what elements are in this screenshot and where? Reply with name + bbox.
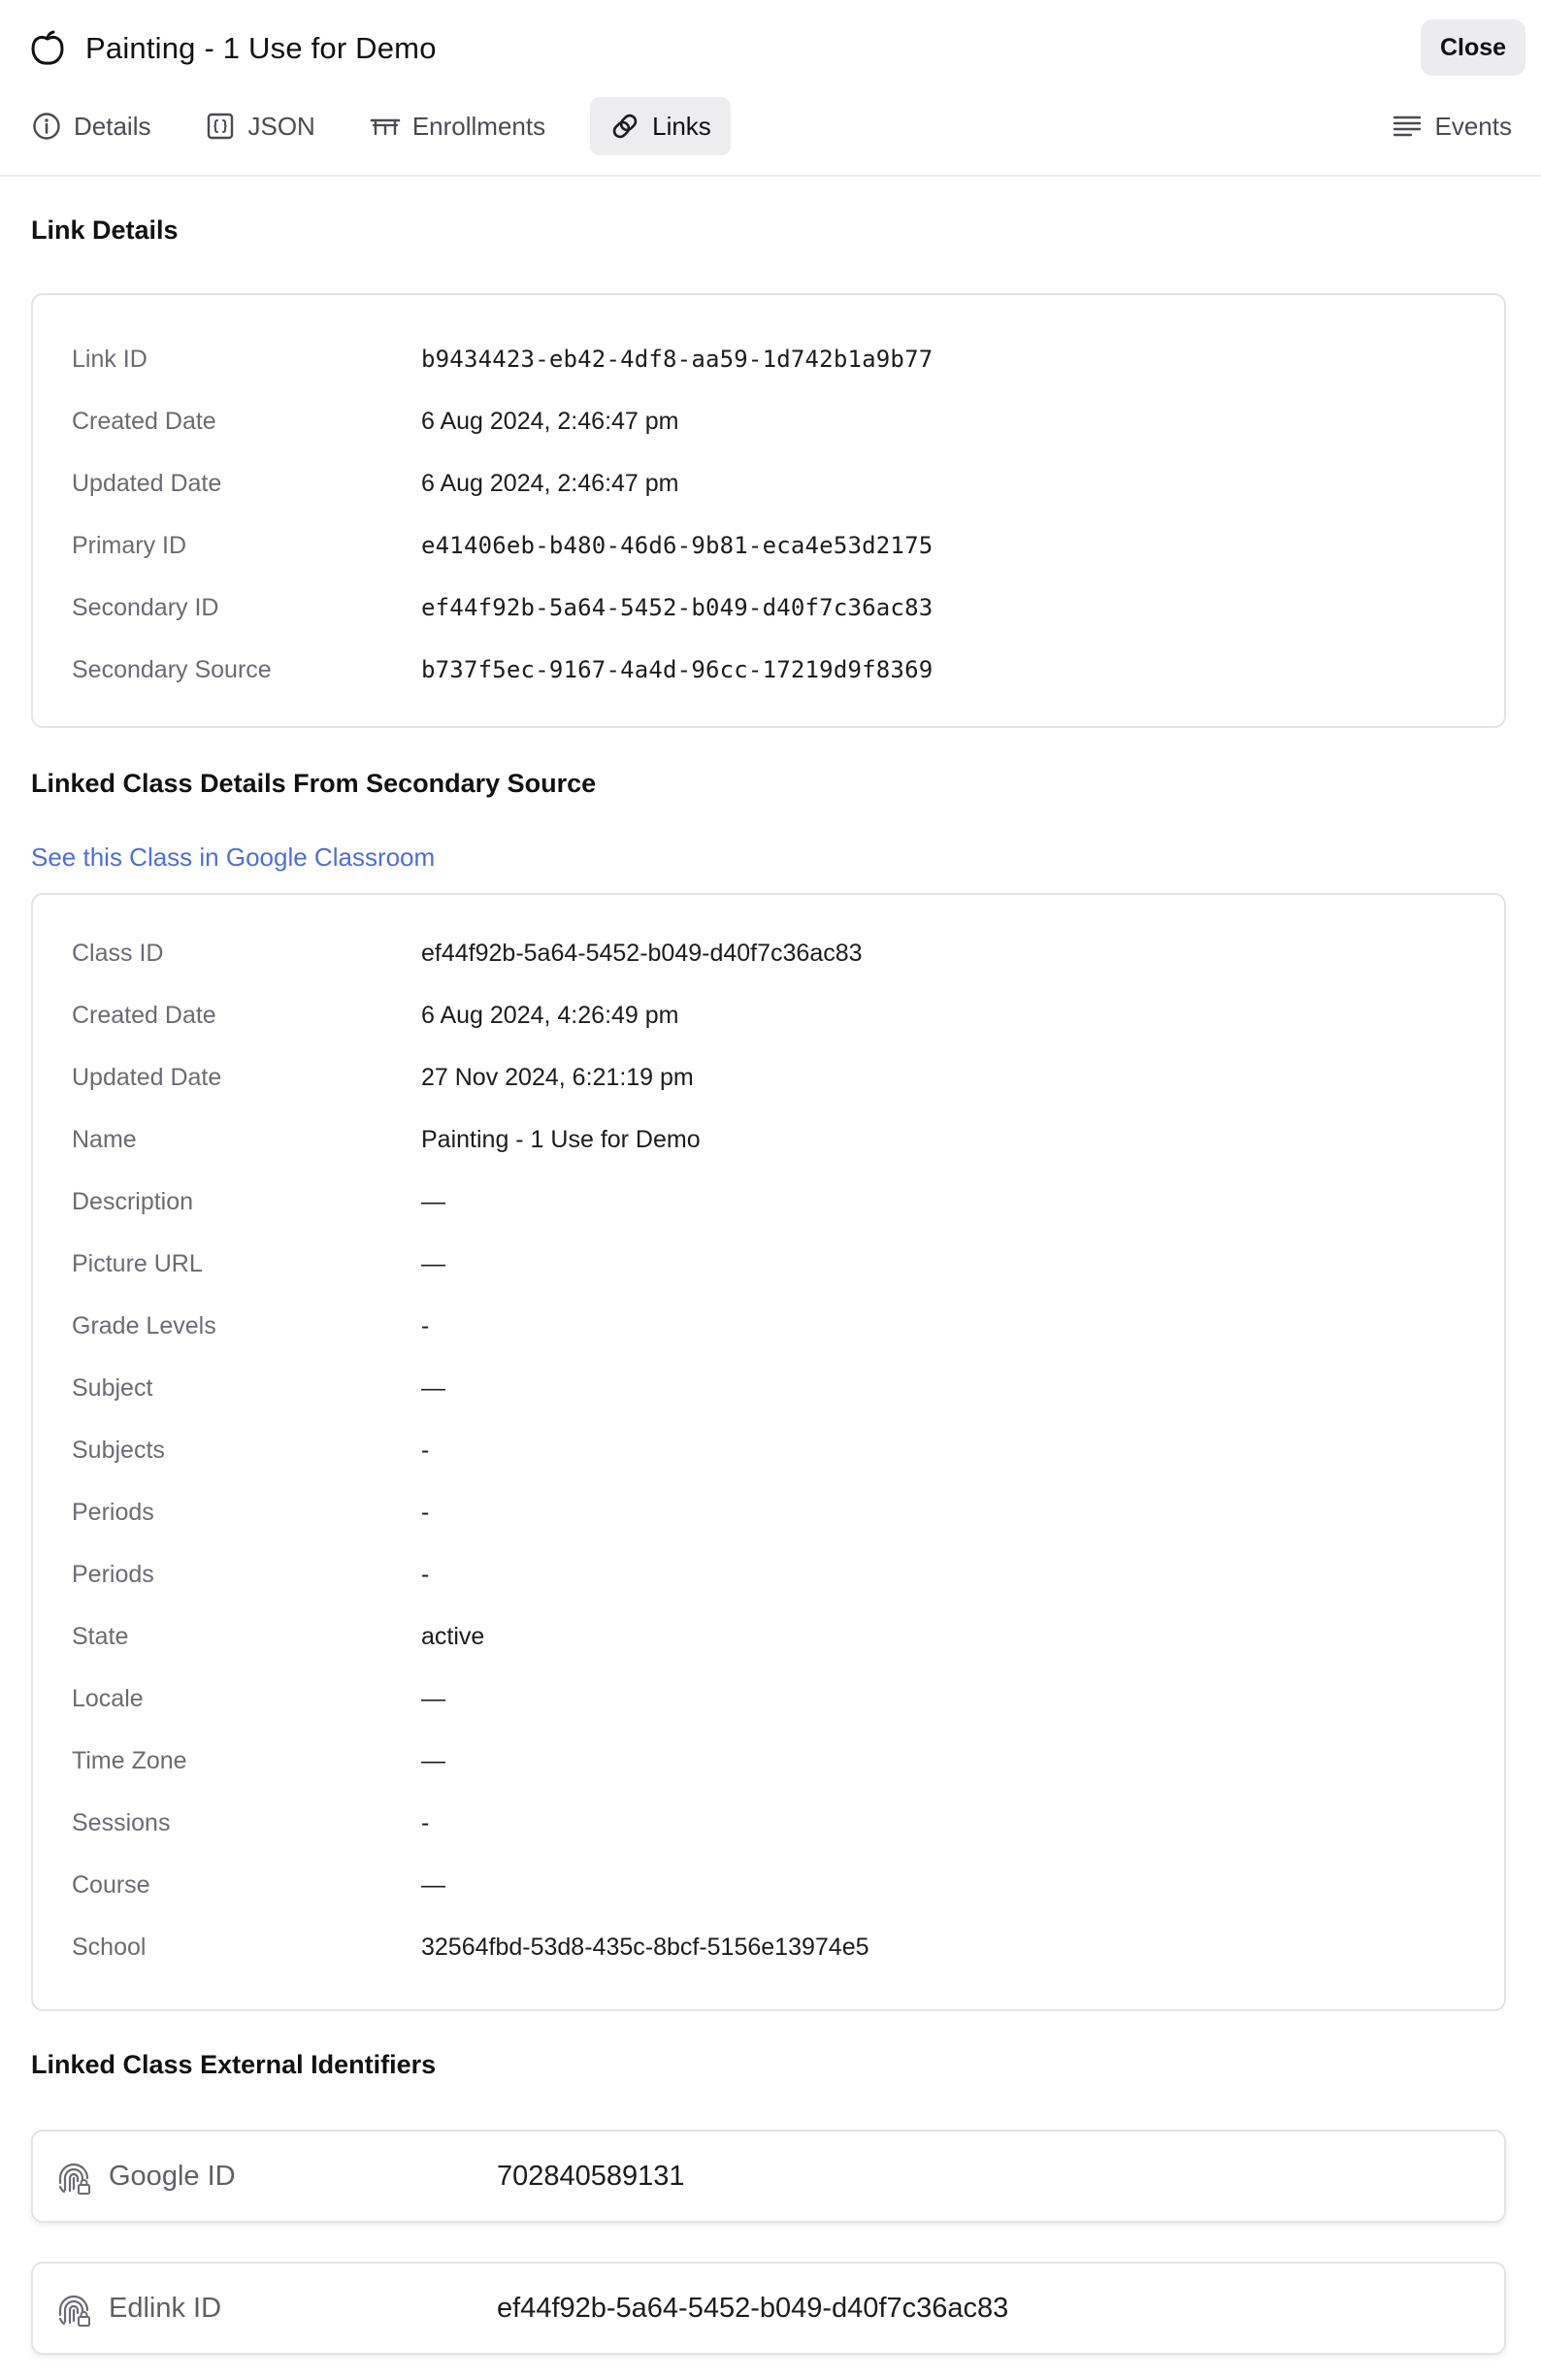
kv-row bbox=[72, 340, 1469, 379]
kv-value: - bbox=[421, 1436, 430, 1464]
tab-links[interactable] bbox=[590, 97, 731, 155]
kv-label: Description bbox=[72, 1187, 194, 1215]
kv-row bbox=[72, 526, 1469, 565]
tab-json[interactable] bbox=[195, 97, 334, 155]
header-bar bbox=[0, 0, 1541, 177]
kv-value: active bbox=[421, 1622, 485, 1650]
tab-enrollments[interactable] bbox=[360, 97, 565, 155]
kv-label: Secondary ID bbox=[72, 593, 219, 621]
kv-row bbox=[72, 1244, 1469, 1283]
tab-label: JSON bbox=[247, 111, 315, 141]
kv-label: Name bbox=[72, 1125, 137, 1153]
kv-value: b737f5ec-9167-4a4d-96cc-17219d9f8369 bbox=[421, 656, 934, 683]
kv-value: — bbox=[421, 1249, 445, 1277]
kv-value: Painting - 1 Use for Demo bbox=[421, 1125, 701, 1153]
kv-value: 27 Nov 2024, 6:21:19 pm bbox=[421, 1063, 694, 1091]
external-id-label: Google ID bbox=[109, 2160, 236, 2192]
kv-value: - bbox=[421, 1808, 430, 1836]
tab-label: Links bbox=[652, 111, 711, 141]
json-braces-icon bbox=[205, 111, 236, 142]
kv-row bbox=[72, 1866, 1469, 1904]
link-details-heading: Link Details bbox=[31, 215, 179, 245]
kv-row bbox=[72, 1182, 1469, 1221]
kv-value: — bbox=[421, 1187, 445, 1215]
kv-label: Updated Date bbox=[72, 1063, 222, 1091]
kv-row bbox=[72, 1493, 1469, 1532]
link-details-card bbox=[31, 293, 1506, 728]
close-button[interactable]: Close bbox=[1421, 19, 1525, 76]
kv-row bbox=[72, 588, 1469, 627]
kv-label: Periods bbox=[72, 1498, 154, 1526]
kv-label: Class ID bbox=[72, 939, 164, 967]
tab-label: Enrollments bbox=[411, 111, 546, 141]
edlink-id-card bbox=[31, 2262, 1506, 2355]
apple-class-icon bbox=[29, 29, 66, 68]
kv-value: b9434423-eb42-4df8-aa59-1d742b1a9b77 bbox=[421, 346, 934, 373]
kv-row bbox=[72, 1431, 1469, 1470]
title-row bbox=[29, 23, 437, 74]
kv-row bbox=[72, 1306, 1469, 1345]
kv-row bbox=[72, 464, 1469, 503]
kv-label: Time Zone bbox=[72, 1746, 187, 1774]
external-ids-heading: Linked Class External Identifiers bbox=[31, 2050, 437, 2079]
kv-label: Locale bbox=[72, 1684, 144, 1712]
kv-value: 6 Aug 2024, 4:26:49 pm bbox=[421, 1001, 679, 1029]
kv-value: e41406eb-b480-46d6-9b81-eca4e53d2175 bbox=[421, 532, 934, 559]
kv-value: - bbox=[421, 1498, 430, 1526]
external-id-label: Edlink ID bbox=[109, 2292, 222, 2324]
fingerprint-lock-icon bbox=[54, 2291, 93, 2330]
kv-row bbox=[72, 1120, 1469, 1159]
external-id-value: ef44f92b-5a64-5452-b049-d40f7c36ac83 bbox=[497, 2292, 1009, 2324]
kv-row bbox=[72, 1679, 1469, 1718]
kv-value: — bbox=[421, 1746, 445, 1774]
linked-class-card bbox=[31, 893, 1506, 2011]
fingerprint-lock-icon bbox=[54, 2159, 93, 2198]
external-id-value: 702840589131 bbox=[497, 2160, 685, 2192]
kv-value: — bbox=[421, 1373, 445, 1402]
info-icon bbox=[31, 111, 62, 142]
kv-label: Link ID bbox=[72, 345, 148, 373]
tab-label: Events bbox=[1434, 111, 1512, 141]
google-classroom-link[interactable]: See this Class in Google Classroom bbox=[31, 843, 436, 872]
kv-label: Periods bbox=[72, 1560, 154, 1588]
kv-label: State bbox=[72, 1622, 129, 1650]
kv-label: Subject bbox=[72, 1373, 153, 1402]
kv-row bbox=[72, 934, 1469, 973]
link-icon bbox=[609, 111, 640, 142]
kv-value: 6 Aug 2024, 2:46:47 pm bbox=[421, 407, 679, 435]
kv-row bbox=[72, 650, 1469, 689]
kv-row bbox=[72, 1555, 1469, 1594]
kv-label: Created Date bbox=[72, 407, 216, 435]
kv-label: Secondary Source bbox=[72, 655, 272, 683]
tab-details[interactable] bbox=[21, 97, 170, 155]
kv-value: - bbox=[421, 1311, 430, 1339]
kv-label: School bbox=[72, 1933, 147, 1961]
google-id-card bbox=[31, 2130, 1506, 2223]
kv-label: Picture URL bbox=[72, 1249, 203, 1277]
kv-value: ef44f92b-5a64-5452-b049-d40f7c36ac83 bbox=[421, 939, 863, 967]
tab-bar bbox=[21, 97, 756, 155]
kv-value: 32564fbd-53d8-435c-8bcf-5156e13974e5 bbox=[421, 1933, 869, 1961]
kv-row bbox=[72, 402, 1469, 441]
kv-value: - bbox=[421, 1560, 430, 1588]
kv-value: — bbox=[421, 1684, 445, 1712]
page-title: Painting - 1 Use for Demo bbox=[85, 31, 437, 65]
kv-row bbox=[72, 1369, 1469, 1407]
kv-value: 6 Aug 2024, 2:46:47 pm bbox=[421, 469, 679, 497]
kv-row bbox=[72, 1803, 1469, 1842]
tab-label: Details bbox=[74, 111, 151, 141]
kv-value: ef44f92b-5a64-5452-b049-d40f7c36ac83 bbox=[421, 594, 934, 621]
kv-row bbox=[72, 996, 1469, 1035]
kv-value: — bbox=[421, 1870, 445, 1899]
kv-label: Subjects bbox=[72, 1436, 165, 1464]
tab-events[interactable] bbox=[1391, 97, 1513, 155]
kv-row bbox=[72, 1058, 1469, 1097]
kv-label: Created Date bbox=[72, 1001, 216, 1029]
linked-class-heading: Linked Class Details From Secondary Source bbox=[31, 769, 597, 798]
kv-row bbox=[72, 1617, 1469, 1656]
kv-row bbox=[72, 1741, 1469, 1780]
kv-label: Grade Levels bbox=[72, 1311, 216, 1339]
list-lines-icon bbox=[1391, 111, 1424, 142]
kv-label: Updated Date bbox=[72, 469, 222, 497]
enrollments-icon bbox=[370, 111, 401, 142]
kv-row bbox=[72, 1928, 1469, 1967]
kv-label: Primary ID bbox=[72, 531, 187, 559]
kv-label: Course bbox=[72, 1870, 150, 1899]
kv-label: Sessions bbox=[72, 1808, 171, 1836]
